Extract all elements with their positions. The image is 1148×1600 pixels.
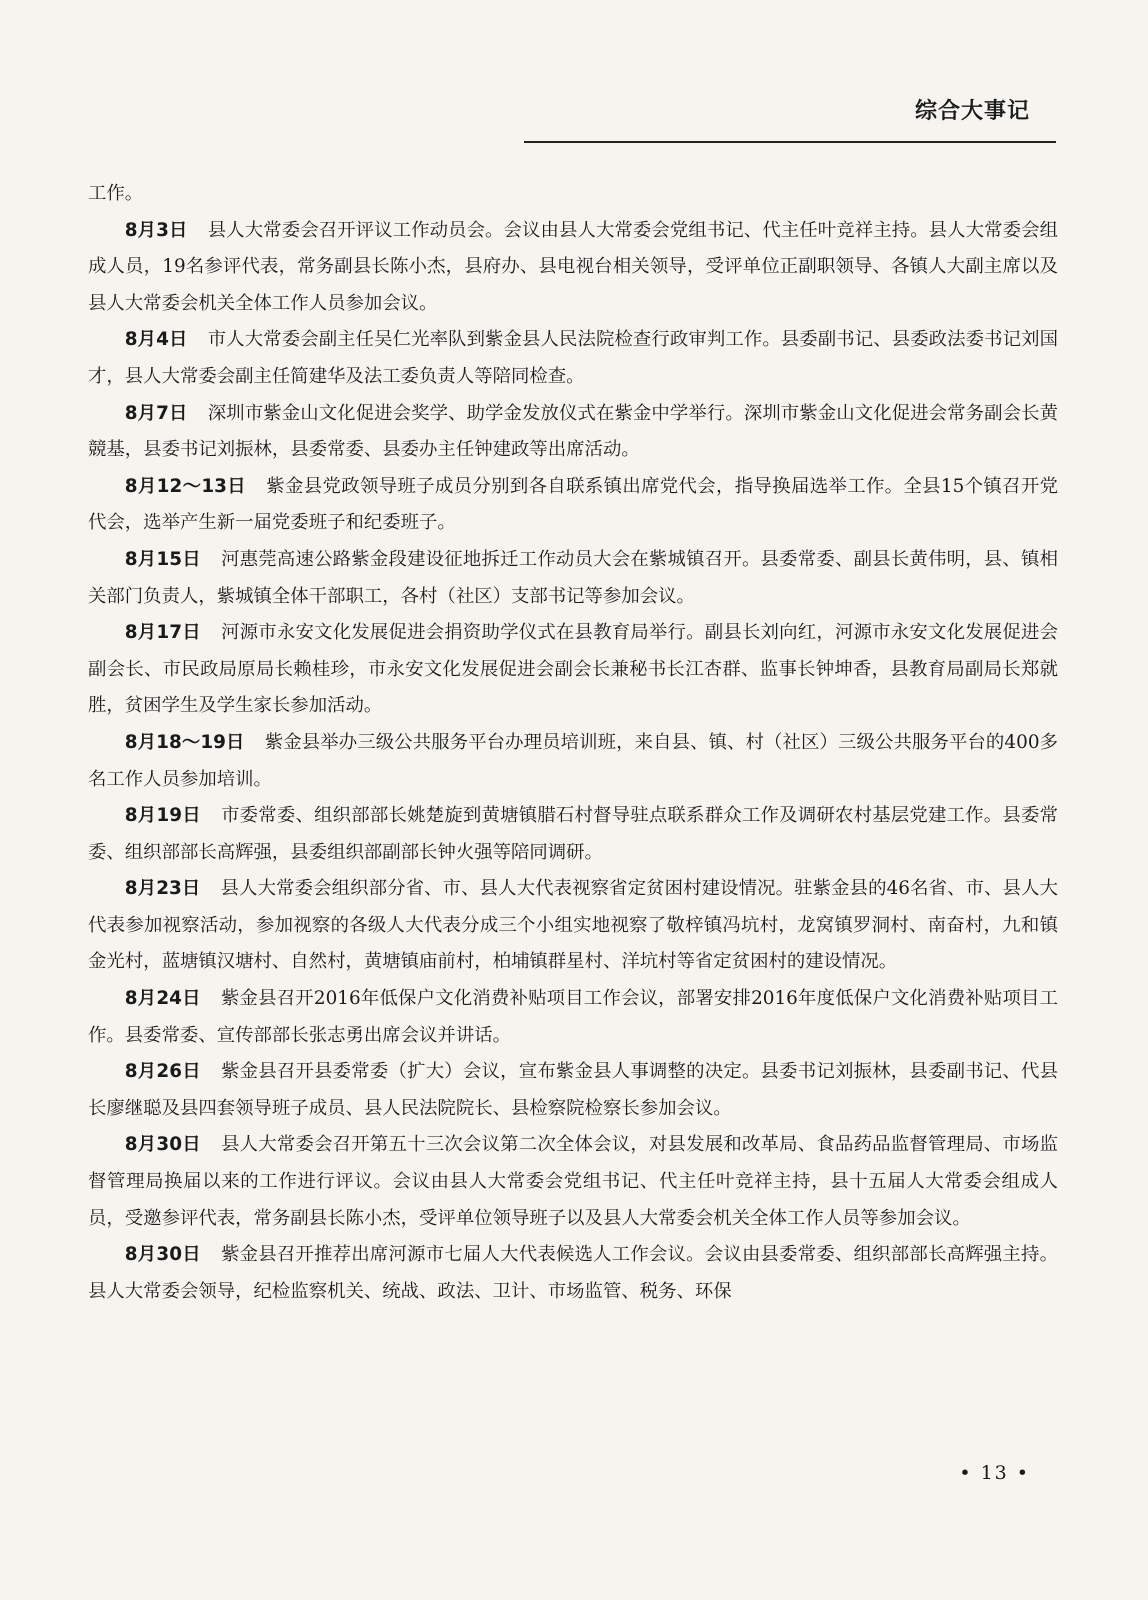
entry-date: 8月18～19日 bbox=[124, 731, 245, 753]
entry-date: 8月30日 bbox=[124, 1244, 201, 1266]
entry-paragraph bbox=[88, 981, 1058, 1054]
entry-paragraph bbox=[88, 615, 1058, 725]
continuation-paragraph: 工作。 bbox=[88, 183, 144, 204]
entry-date: 8月15日 bbox=[124, 548, 201, 570]
entry-date: 8月30日 bbox=[124, 1134, 201, 1156]
document-body bbox=[88, 176, 1058, 1310]
entry-text: 紫金县举办三级公共服务平台办理员培训班，来自县、镇、村（社区）三级公共服务平台的400多名工作人员参加培训。 bbox=[88, 731, 1059, 790]
entry-paragraph bbox=[88, 725, 1058, 798]
entry-paragraph bbox=[88, 1127, 1058, 1237]
entry-date: 8月3日 bbox=[124, 219, 188, 241]
entry-paragraph bbox=[88, 1237, 1058, 1310]
entry-text: 紫金县党政领导班子成员分别到各自联系镇出席党代会，指导换届选举工作。全县15个镇召开党代会，选举产生新一届党委班子和纪委班子。 bbox=[88, 475, 1058, 534]
entry-text: 市人大常委会副主任吴仁光率队到紫金县人民法院检查行政审判工作。县委副书记、县委政法委书记刘国才，县人大常委会副主任简建华及法工委负责人等陪同检查。 bbox=[88, 329, 1058, 387]
entry-date: 8月12～13日 bbox=[124, 475, 247, 497]
page-number: • 13 • bbox=[959, 1462, 1030, 1484]
entry-date: 8月19日 bbox=[124, 805, 201, 827]
entry-paragraph bbox=[88, 871, 1058, 981]
entry-paragraph bbox=[88, 1054, 1058, 1127]
entry-paragraph bbox=[88, 396, 1058, 469]
entry-text: 紫金县召开推荐出席河源市七届人大代表候选人工作会议。会议由县委常委、组织部部长高辉强主持。县人大常委会领导，纪检监察机关、统战、政法、卫计、市场监管、税务、环保 bbox=[88, 1244, 1058, 1302]
entry-paragraph bbox=[88, 798, 1058, 871]
entry-paragraph bbox=[88, 322, 1058, 395]
entry-text: 市委常委、组织部部长姚楚旋到黄塘镇腊石村督导驻点联系群众工作及调研农村基层党建工作。县委常委、组织部部长高辉强，县委组织部副部长钟火强等陪同调研。 bbox=[88, 805, 1058, 863]
entry-date: 8月23日 bbox=[124, 878, 201, 900]
entry-paragraph bbox=[88, 542, 1058, 615]
entry-date: 8月4日 bbox=[124, 329, 188, 351]
entry-paragraph bbox=[88, 213, 1058, 323]
entry-text: 深圳市紫金山文化促进会奖学、助学金发放仪式在紫金中学举行。深圳市紫金山文化促进会常务副会长黄競基，县委书记刘振林，县委常委、县委办主任钟建政等出席活动。 bbox=[88, 402, 1058, 461]
entry-date: 8月26日 bbox=[124, 1061, 201, 1083]
entry-text: 县人大常委会召开第五十三次会议第二次全体会议，对县发展和改革局、食品药品监督管理局、市场监督管理局换届以来的工作进行评议。会议由县人大常委会党组书记、代主任叶竞祥主持，县十五届人大常委会组成人员，受邀参评代表，常务副县长陈小杰，受评单位领导班子以及县人大常委会机关全体工作人员等参加会议。 bbox=[88, 1134, 1058, 1229]
entry-date: 8月24日 bbox=[124, 988, 201, 1010]
entry-paragraph bbox=[88, 469, 1058, 542]
entry-text: 河源市永安文化发展促进会捐资助学仪式在县教育局举行。副县长刘向红，河源市永安文化发展促进会副会长、市民政局原局长赖桂珍，市永安文化发展促进会副会长兼秘书长江杏群、监事长钟坤香，县教育局副局长郑就胜，贫困学生及学生家长参加活动。 bbox=[88, 622, 1058, 717]
entry-text: 县人大常委会组织部分省、市、县人大代表视察省定贫困村建设情况。驻紫金县的46名省、市、县人大代表参加视察活动，参加视察的各级人大代表分成三个小组实地视察了敬梓镇冯坑村，龙窝镇罗洞村、南奋村，九和镇金光村，蓝塘镇汉塘村、自然村，黄塘镇庙前村，柏埔镇群星村、洋坑村等省定贫困村的建设情况。 bbox=[88, 878, 1059, 973]
entry-date: 8月17日 bbox=[124, 622, 201, 644]
entry-text: 县人大常委会召开评议工作动员会。会议由县人大常委会党组书记、代主任叶竞祥主持。县人大常委会组成人员，19名参评代表，常务副县长陈小杰，县府办、县电视台相关领导，受评单位正副职领导、各镇人大副主席以及县人大常委会机关全体工作人员参加会议。 bbox=[88, 219, 1058, 314]
section-header: 综合大事记 bbox=[914, 99, 1030, 124]
header-rule bbox=[524, 141, 1056, 143]
entry-date: 8月7日 bbox=[124, 402, 188, 424]
entry-text: 河惠莞高速公路紫金段建设征地拆迁工作动员大会在紫城镇召开。县委常委、副县长黄伟明，县、镇相关部门负责人，紫城镇全体干部职工，各村（社区）支部书记等参加会议。 bbox=[88, 548, 1058, 607]
entry-text: 紫金县召开县委常委（扩大）会议，宣布紫金县人事调整的决定。县委书记刘振林，县委副书记、代县长廖继聪及县四套领导班子成员、县人民法院院长、县检察院检察长参加会议。 bbox=[88, 1061, 1058, 1119]
entry-text: 紫金县召开2016年低保户文化消费补贴项目工作会议，部署安排2016年度低保户文化消费补贴项目工作。县委常委、宣传部部长张志勇出席会议并讲话。 bbox=[88, 988, 1059, 1046]
